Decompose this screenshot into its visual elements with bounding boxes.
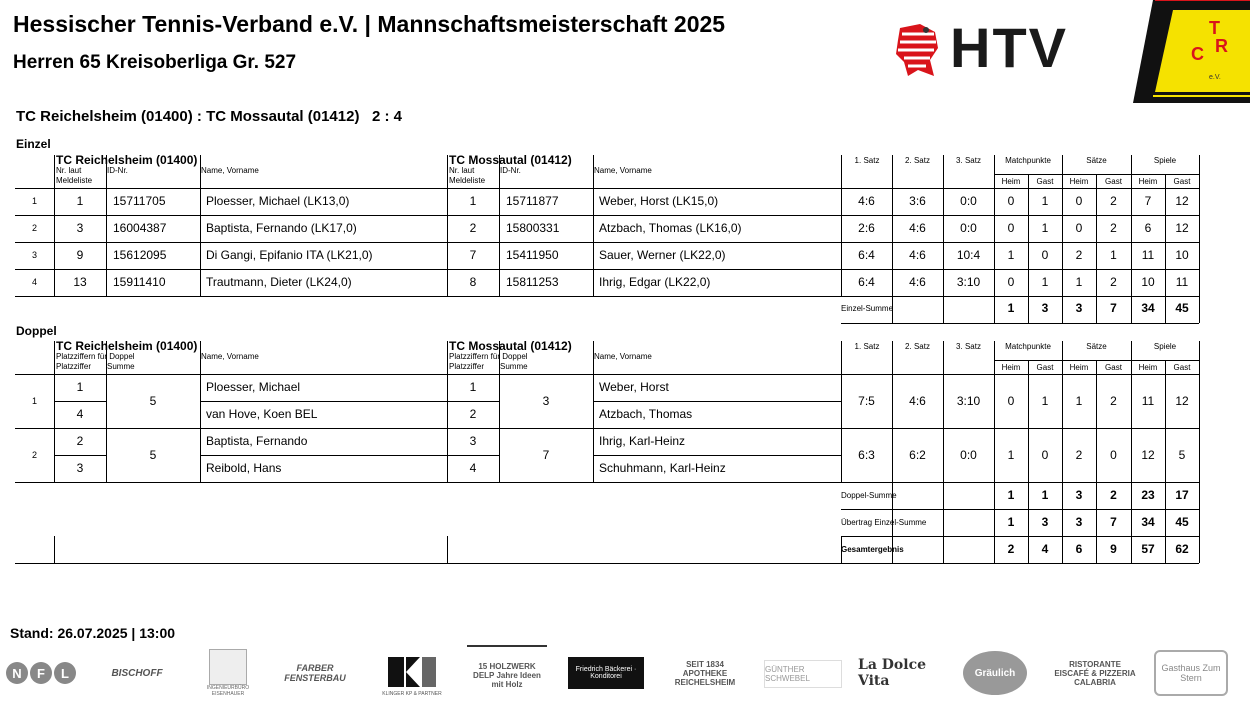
pair-inner-rule xyxy=(200,401,499,402)
row-number: 1 xyxy=(31,196,37,206)
sponsor-logo-friedrich: Friedrich Bäckerei · Konditorei xyxy=(568,645,644,701)
einzel-sum-mp-gast: 3 xyxy=(1041,301,1049,315)
mp-heim: 0 xyxy=(1007,275,1015,289)
guest-player-name: Atzbach, Thomas xyxy=(599,407,693,421)
uebertrag-einzel-sum-saetze-gast: 7 xyxy=(1110,515,1117,529)
col-pz-guest: Platzziffer xyxy=(449,362,484,371)
mp-heim: 1 xyxy=(1007,248,1015,262)
col-spiele: Spiele xyxy=(1153,156,1177,165)
col-summe-home: Summe xyxy=(107,362,135,371)
spiele-heim: 12 xyxy=(1141,448,1155,462)
gesamtergebnis-saetze-heim: 6 xyxy=(1075,542,1083,556)
section-einzel: Einzel xyxy=(16,137,51,151)
table-rule xyxy=(593,155,594,296)
set3-score: 0:0 xyxy=(960,221,977,235)
guest-nr: 8 xyxy=(469,275,477,289)
home-id: 15612095 xyxy=(113,248,167,262)
guest-player-name: Sauer, Werner (LK22,0) xyxy=(599,248,726,262)
uebertrag-einzel-sum-spiele-heim: 34 xyxy=(1141,515,1155,529)
table-rule xyxy=(200,155,201,296)
saetze-heim: 2 xyxy=(1075,248,1083,262)
set2-score: 4:6 xyxy=(909,394,926,408)
table-rule xyxy=(499,341,500,482)
table-rule xyxy=(54,536,55,563)
col-heim: Heim xyxy=(1069,177,1089,186)
einzel-sum-sa-heim: 3 xyxy=(1075,301,1083,315)
col-set1: 1. Satz xyxy=(854,342,880,351)
table-rule xyxy=(1131,341,1132,563)
table-rule xyxy=(892,155,893,323)
col-name-home: Name, Vorname xyxy=(201,352,259,361)
pair-inner-rule xyxy=(54,401,106,402)
guest-summe: 3 xyxy=(542,394,550,408)
col-id-home: ID-Nr. xyxy=(107,166,128,175)
sponsor-logo-schwebel: GÜNTHER SCHWEBEL xyxy=(764,660,842,688)
table-header-rule xyxy=(15,374,1199,375)
table-rule xyxy=(54,155,55,296)
guest-id: 15811253 xyxy=(506,275,559,289)
saetze-gast: 0 xyxy=(1110,448,1117,462)
mp-gast: 1 xyxy=(1041,221,1049,235)
spiele-gast: 12 xyxy=(1175,221,1189,235)
col-heim: Heim xyxy=(1069,363,1089,372)
stand-timestamp: Stand: 26.07.2025 | 13:00 xyxy=(10,625,176,641)
guest-id: 15800331 xyxy=(506,221,560,235)
col-saetze: Sätze xyxy=(1086,156,1107,165)
col-heim: Heim xyxy=(1001,363,1021,372)
uebertrag-einzel-sum-label: Übertrag Einzel-Summe xyxy=(841,518,927,527)
table-row-rule xyxy=(15,296,1199,297)
col-pz-home: Platzziffer xyxy=(56,362,91,371)
table-rule xyxy=(1199,155,1200,323)
home-nr: 3 xyxy=(76,221,84,235)
col-pz-doppel-home: Platzziffern für Doppel xyxy=(56,352,135,361)
table-rule xyxy=(1062,155,1063,323)
spiele-heim: 10 xyxy=(1141,275,1155,289)
mp-gast: 0 xyxy=(1041,248,1049,262)
sponsor-logo-klinger: KLINGER KP & PARTNER xyxy=(382,645,442,701)
table-rule xyxy=(447,341,448,482)
home-platzziffer: 1 xyxy=(76,380,84,394)
spiele-gast: 10 xyxy=(1175,248,1189,262)
guest-player-name: Atzbach, Thomas (LK16,0) xyxy=(599,221,742,235)
col-spiele: Spiele xyxy=(1153,342,1177,351)
col-name-guest: Name, Vorname xyxy=(594,352,652,361)
gesamtergebnis-spiele-heim: 57 xyxy=(1141,542,1155,556)
home-team-doppel: TC Reichelsheim (01400) xyxy=(56,339,198,353)
saetze-gast: 1 xyxy=(1110,248,1117,262)
set3-score: 0:0 xyxy=(960,194,977,208)
sum-rule xyxy=(841,509,1199,510)
spiele-heim: 11 xyxy=(1141,394,1155,408)
guest-player-name: Weber, Horst (LK15,0) xyxy=(599,194,719,208)
doppel-sum-mp-gast: 1 xyxy=(1041,488,1049,502)
set3-score: 3:10 xyxy=(956,394,981,408)
gesamtergebnis-mp-heim: 2 xyxy=(1007,542,1015,556)
sponsor-logo-zum-stern: Gasthaus Zum Stern xyxy=(1154,645,1228,701)
saetze-heim: 1 xyxy=(1075,394,1083,408)
col-gast: Gast xyxy=(1173,363,1191,372)
home-team-einzel: TC Reichelsheim (01400) xyxy=(56,153,198,167)
spiele-heim: 7 xyxy=(1144,194,1152,208)
home-summe: 5 xyxy=(149,448,157,462)
home-id: 15711705 xyxy=(113,194,166,208)
sum-rule xyxy=(841,482,1199,483)
einzel-sum-label: Einzel-Summe xyxy=(841,304,894,313)
guest-team-einzel: TC Mossautal (01412) xyxy=(449,153,572,167)
table-rule xyxy=(447,536,448,563)
home-platzziffer: 3 xyxy=(76,461,84,475)
pair-number: 2 xyxy=(31,450,37,460)
saetze-gast: 2 xyxy=(1110,275,1117,289)
pair-rule xyxy=(15,428,1199,429)
col-nr-home: Nr. laut Meldeliste xyxy=(56,166,93,185)
col-name-home: Name, Vorname xyxy=(201,166,259,175)
col-id-guest: ID-Nr. xyxy=(500,166,521,175)
doppel-sum-spiele-heim: 23 xyxy=(1141,488,1155,502)
doppel-sum-mp-heim: 1 xyxy=(1007,488,1015,502)
subheader-rule xyxy=(994,174,1199,175)
guest-player-name: Ihrig, Karl-Heinz xyxy=(599,434,686,448)
saetze-heim: 0 xyxy=(1075,194,1083,208)
set1-score: 4:6 xyxy=(858,194,875,208)
home-player-name: Trautmann, Dieter (LK24,0) xyxy=(206,275,352,289)
table-rule xyxy=(1096,360,1097,563)
sponsor-logo-bischoff: BISCHOFF xyxy=(111,667,163,679)
home-summe: 5 xyxy=(149,394,157,408)
table-rule xyxy=(1199,341,1200,563)
guest-platzziffer: 1 xyxy=(469,380,477,394)
saetze-heim: 0 xyxy=(1075,221,1083,235)
doppel-sum-saetze-gast: 2 xyxy=(1110,488,1117,502)
saetze-heim: 2 xyxy=(1075,448,1083,462)
guest-id: 15711877 xyxy=(506,194,559,208)
col-gast: Gast xyxy=(1036,177,1054,186)
home-id: 16004387 xyxy=(113,221,167,235)
sponsor-logo-dolce-vita: La Dolce Vita xyxy=(858,657,927,689)
uebertrag-einzel-sum-spiele-gast: 45 xyxy=(1175,515,1189,529)
mp-heim: 0 xyxy=(1007,394,1015,408)
row-number: 2 xyxy=(31,223,37,233)
guest-player-name: Ihrig, Edgar (LK22,0) xyxy=(599,275,711,289)
gesamtergebnis-saetze-gast: 9 xyxy=(1110,542,1117,556)
home-platzziffer: 2 xyxy=(76,434,84,448)
table-rule xyxy=(1165,360,1166,563)
spiele-gast: 12 xyxy=(1175,394,1189,408)
set3-score: 3:10 xyxy=(956,275,981,289)
spiele-gast: 11 xyxy=(1175,275,1189,289)
pair-inner-rule xyxy=(593,455,841,456)
uebertrag-einzel-sum-mp-heim: 1 xyxy=(1007,515,1015,529)
col-set3: 3. Satz xyxy=(956,156,981,165)
set2-score: 4:6 xyxy=(909,275,926,289)
col-heim: Heim xyxy=(1138,177,1158,186)
mp-heim: 0 xyxy=(1007,221,1015,235)
mp-gast: 1 xyxy=(1041,394,1049,408)
home-nr: 1 xyxy=(76,194,84,208)
row-number: 4 xyxy=(31,277,37,287)
table-rule xyxy=(943,155,944,323)
sponsor-logo-calabria: RISTORANTE EISCAFÉ & PIZZERIA CALABRIA xyxy=(1054,659,1136,687)
einzel-sum-mp-heim: 1 xyxy=(1007,301,1015,315)
htv-logo: HTV xyxy=(890,20,1110,80)
mp-heim: 0 xyxy=(1007,194,1015,208)
gesamtergebnis-spiele-gast: 62 xyxy=(1175,542,1189,556)
table-header-rule xyxy=(15,188,1199,189)
col-set1: 1. Satz xyxy=(854,156,880,165)
page-title: Hessischer Tennis-Verband e.V. | Mannschaftsmeisterschaft 2025 xyxy=(13,11,726,37)
guest-nr: 7 xyxy=(469,248,477,262)
table-row-rule xyxy=(15,242,1199,243)
doppel-sum-saetze-heim: 3 xyxy=(1075,488,1083,502)
set1-score: 2:6 xyxy=(858,221,875,235)
col-saetze: Sätze xyxy=(1086,342,1107,351)
col-name-guest: Name, Vorname xyxy=(594,166,652,175)
col-matchpunkte: Matchpunkte xyxy=(1005,156,1051,165)
match-result: TC Reichelsheim (01400) : TC Mossautal (01412) 2 : 4 xyxy=(16,108,402,125)
row-number: 3 xyxy=(31,250,37,260)
table-rule xyxy=(106,155,107,296)
guest-nr: 1 xyxy=(469,194,477,208)
mp-gast: 1 xyxy=(1041,275,1049,289)
spiele-gast: 12 xyxy=(1175,194,1189,208)
doppel-sum-spiele-gast: 17 xyxy=(1175,488,1189,502)
set3-score: 0:0 xyxy=(960,448,977,462)
home-player-name: Ploesser, Michael (LK13,0) xyxy=(206,194,350,208)
sponsor-logo-nfl: N F L xyxy=(4,645,78,701)
col-gast: Gast xyxy=(1173,177,1191,186)
saetze-heim: 1 xyxy=(1075,275,1083,289)
table-rule xyxy=(1131,155,1132,323)
set1-score: 6:4 xyxy=(858,275,875,289)
table-rule xyxy=(994,341,995,563)
sponsor-logo-graeulich: Gräulich xyxy=(960,645,1030,701)
col-set2: 2. Satz xyxy=(905,342,930,351)
set2-score: 6:2 xyxy=(909,448,926,462)
guest-platzziffer: 3 xyxy=(469,434,477,448)
col-gast: Gast xyxy=(1036,363,1054,372)
table-rule xyxy=(499,155,500,296)
set1-score: 7:5 xyxy=(858,394,875,408)
pair-inner-rule xyxy=(593,401,841,402)
sponsor-logo-apotheke: SEIT 1834 APOTHEKE REICHELSHEIM xyxy=(674,659,736,687)
home-player-name: Ploesser, Michael xyxy=(206,380,301,394)
saetze-gast: 2 xyxy=(1110,221,1117,235)
spiele-gast: 5 xyxy=(1178,448,1186,462)
einzel-sum-sa-gast: 7 xyxy=(1110,301,1117,315)
col-gast: Gast xyxy=(1105,177,1122,186)
sum-rule xyxy=(841,536,1199,537)
table-row-rule xyxy=(15,215,1199,216)
pair-inner-rule xyxy=(54,455,106,456)
page-subtitle: Herren 65 Kreisoberliga Gr. 527 xyxy=(13,52,297,73)
table-rule xyxy=(54,341,55,482)
sponsor-logo-farber: FARBER FENSTERBAU xyxy=(284,663,346,683)
home-player-name: van Hove, Koen BEL xyxy=(206,407,318,421)
mp-gast: 1 xyxy=(1041,194,1049,208)
gesamtergebnis-label: Gesamtergebnis xyxy=(841,545,904,554)
col-heim: Heim xyxy=(1138,363,1158,372)
doppel-sum-label: Doppel-Summe xyxy=(841,491,897,500)
guest-id: 15411950 xyxy=(506,248,559,262)
club-logo: T C R e.V. xyxy=(1133,0,1250,103)
uebertrag-einzel-sum-saetze-heim: 3 xyxy=(1075,515,1083,529)
table-rule xyxy=(200,341,201,482)
home-player-name: Di Gangi, Epifanio ITA (LK21,0) xyxy=(206,248,373,262)
einzel-sum-sp-heim: 34 xyxy=(1141,301,1155,315)
set1-score: 6:3 xyxy=(858,448,875,462)
home-platzziffer: 4 xyxy=(76,407,84,421)
spiele-heim: 6 xyxy=(1144,221,1152,235)
pair-inner-rule xyxy=(200,455,499,456)
home-id: 15911410 xyxy=(113,275,166,289)
col-nr-guest: Nr. laut Meldeliste xyxy=(449,166,486,185)
spiele-heim: 11 xyxy=(1141,248,1155,262)
table-rule xyxy=(841,155,842,296)
table-rule xyxy=(994,155,995,323)
guest-platzziffer: 4 xyxy=(469,461,477,475)
table-rule xyxy=(1028,360,1029,563)
einzel-sum-sp-gast: 45 xyxy=(1175,301,1189,315)
home-nr: 13 xyxy=(73,275,87,289)
set2-score: 4:6 xyxy=(909,248,926,262)
mp-gast: 0 xyxy=(1041,448,1049,462)
home-player-name: Baptista, Fernando (LK17,0) xyxy=(206,221,357,235)
guest-nr: 2 xyxy=(469,221,477,235)
table-rule xyxy=(943,341,944,563)
home-nr: 9 xyxy=(76,248,84,262)
guest-player-name: Schuhmann, Karl-Heinz xyxy=(599,461,726,475)
table-rule xyxy=(106,341,107,482)
col-gast: Gast xyxy=(1105,363,1122,372)
home-player-name: Reibold, Hans xyxy=(206,461,282,475)
col-matchpunkte: Matchpunkte xyxy=(1005,342,1051,351)
pair-number: 1 xyxy=(31,396,37,406)
saetze-gast: 2 xyxy=(1110,194,1117,208)
set3-score: 10:4 xyxy=(956,248,981,262)
set2-score: 4:6 xyxy=(909,221,926,235)
set2-score: 3:6 xyxy=(909,194,926,208)
subheader-rule xyxy=(994,360,1199,361)
table-rule xyxy=(1062,341,1063,563)
sum-rule xyxy=(15,563,1199,564)
sum-rule xyxy=(841,323,1199,324)
table-rule xyxy=(841,341,842,482)
guest-platzziffer: 2 xyxy=(469,407,477,421)
col-pz-doppel-guest: Platzziffern für Doppel xyxy=(449,352,528,361)
table-row-rule xyxy=(15,269,1199,270)
sponsor-logo-holzwerk: 15 HOLZWERK DELP Jahre Ideen mit Holz xyxy=(467,645,547,703)
set1-score: 6:4 xyxy=(858,248,875,262)
col-set3: 3. Satz xyxy=(956,342,981,351)
guest-team-doppel: TC Mossautal (01412) xyxy=(449,339,572,353)
section-doppel: Doppel xyxy=(16,324,57,338)
table-rule xyxy=(447,155,448,296)
lion-icon xyxy=(890,20,950,80)
col-summe-guest: Summe xyxy=(500,362,528,371)
col-heim: Heim xyxy=(1001,177,1021,186)
sponsor-logo-eisenhauer: INGENIEURBÜRO EISENHAUER xyxy=(200,645,256,701)
table-rule xyxy=(593,341,594,482)
guest-player-name: Weber, Horst xyxy=(599,380,669,394)
table-rule xyxy=(892,341,893,563)
gesamtergebnis-mp-gast: 4 xyxy=(1041,542,1049,556)
mp-heim: 1 xyxy=(1007,448,1015,462)
col-set2: 2. Satz xyxy=(905,156,930,165)
home-player-name: Baptista, Fernando xyxy=(206,434,308,448)
uebertrag-einzel-sum-mp-gast: 3 xyxy=(1041,515,1049,529)
saetze-gast: 2 xyxy=(1110,394,1117,408)
guest-summe: 7 xyxy=(542,448,550,462)
